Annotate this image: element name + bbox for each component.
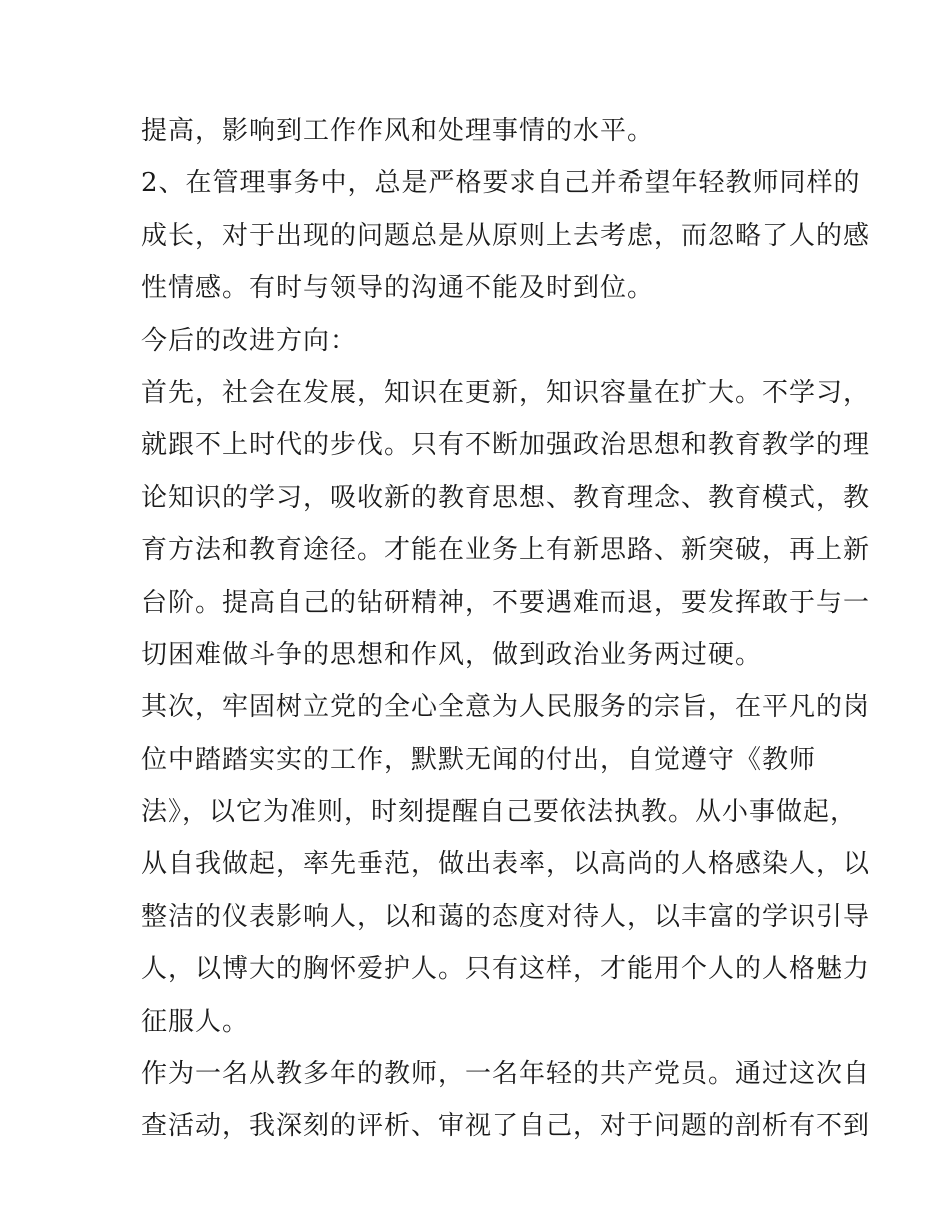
text-line: 法》，以它为准则，时刻提醒自己要依法执教。从小事做起， xyxy=(141,797,858,828)
text-line: 成长，对于出现的问题总是从原则上去考虑，而忽略了人的感 xyxy=(141,220,871,251)
text-line: 从自我做起，率先垂范，做出表率，以高尚的人格感染人，以 xyxy=(141,849,871,880)
text-line: 征服人。 xyxy=(141,1006,250,1037)
text-line: 位中踏踏实实的工作，默默无闻的付出，自觉遵守《教师 xyxy=(141,744,817,775)
text-line: 2、在管理事务中，总是严格要求自己并希望年轻教师同样的 xyxy=(141,168,861,199)
text-line: 作为一名从教多年的教师，一名年轻的共产党员。通过这次自 xyxy=(141,1059,871,1090)
text-line: 台阶。提高自己的钻研精神，不要遇难而退，要发挥敢于与一 xyxy=(141,587,871,618)
text-line: 切困难做斗争的思想和作风，做到政治业务两过硬。 xyxy=(141,639,763,670)
text-line: 其次，牢固树立党的全心全意为人民服务的宗旨，在平凡的岗 xyxy=(141,692,871,723)
text-line: 提高，影响到工作作风和处理事情的水平。 xyxy=(141,116,655,146)
text-line: 首先，社会在发展，知识在更新，知识容量在扩大。不学习， xyxy=(141,377,871,408)
text-line: 整洁的仪表影响人，以和蔼的态度对待人，以丰富的学识引导 xyxy=(141,901,871,932)
section-heading: 今后的改进方向： xyxy=(141,325,358,356)
text-line: 人，以博大的胸怀爱护人。只有这样，才能用个人的人格魅力 xyxy=(141,954,871,985)
text-line: 查活动，我深刻的评析、审视了自己，对于问题的剖析有不到 xyxy=(141,1111,871,1142)
text-line: 就跟不上时代的步伐。只有不断加强政治思想和教育教学的理 xyxy=(141,430,871,461)
text-line: 性情感。有时与领导的沟通不能及时到位。 xyxy=(141,273,655,304)
document-body xyxy=(141,105,871,1153)
text-line: 育方法和教育途径。才能在业务上有新思路、新突破，再上新 xyxy=(141,535,871,566)
text-line: 论知识的学习，吸收新的教育思想、教育理念、教育模式，教 xyxy=(141,482,871,513)
